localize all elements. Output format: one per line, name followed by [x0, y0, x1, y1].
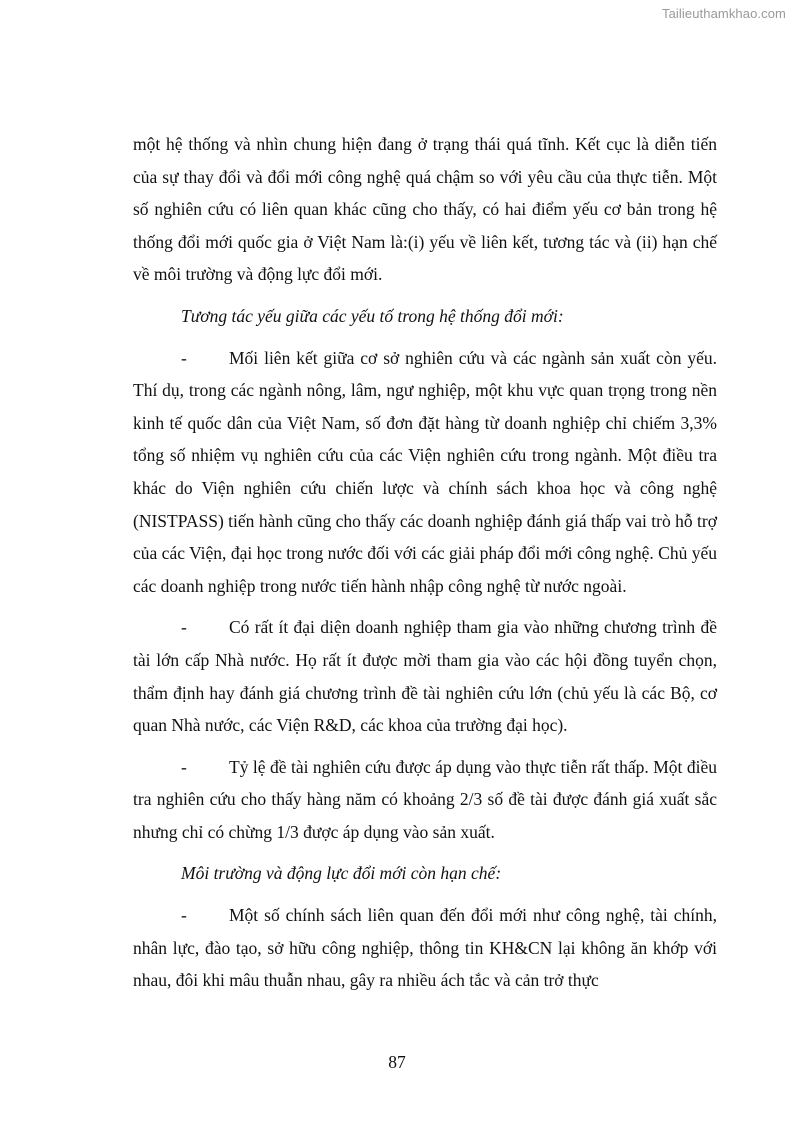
bullet-paragraph: [133, 611, 717, 741]
paragraph-intro: một hệ thống và nhìn chung hiện đang ở trạng thái quá tĩnh. Kết cục là diễn tiến của sự thay đổi và đổi mới công nghệ quá chậm so với yêu cầu của thực tiễn. Một số nghiên cứu có liên quan khác cũng cho thấy, có hai điểm yếu cơ bản trong hệ thống đổi mới quốc gia ở Việt Nam là:(i) yếu về liên kết, tương tác và (ii) hạn chế về môi trường và động lực đổi mới.: [133, 134, 717, 285]
bullet-dash: -: [181, 756, 187, 777]
page-number: 87: [388, 1052, 406, 1072]
bullet-dash: -: [181, 347, 187, 368]
document-body: [133, 128, 717, 1006]
bullet-dash: -: [181, 617, 187, 638]
bullet-paragraph: [133, 751, 717, 849]
watermark: Tailieuthamkhao.com: [661, 6, 786, 21]
bullet-text: Một số chính sách liên quan đến đổi mới như công nghệ, tài chính, nhân lực, đào tạo, sở hữu công nghiệp, thông tin KH&CN lại không ăn khớp với nhau, đôi khi mâu thuẫn nhau, gây ra nhiều ách tắc và cản trở thực: [133, 905, 717, 991]
bullet-paragraph: [133, 899, 717, 997]
section-heading-weak-interaction: Tương tác yếu giữa các yếu tố trong hệ thống đổi mới:: [181, 305, 564, 326]
bullet-text: Có rất ít đại diện doanh nghiệp tham gia vào những chương trình đề tài lớn cấp Nhà nước. Họ rất ít được mời tham gia vào các hội đồng tuyển chọn, thẩm định hay đánh giá chương trình đề tài nghiên cứu lớn (chủ yếu là các Bộ, cơ quan Nhà nước, các Viện R&D, các khoa của trường đại học).: [133, 617, 717, 736]
bullet-paragraph: [133, 342, 717, 603]
bullet-dash: -: [181, 905, 187, 926]
bullet-text: Mối liên kết giữa cơ sở nghiên cứu và các ngành sản xuất còn yếu. Thí dụ, trong các ngành nông, lâm, ngư nghiệp, một khu vực quan trọng trong nền kinh tế quốc dân của Việt Nam, số đơn đặt hàng từ doanh nghiệp chỉ chiếm 3,3% tổng số nhiệm vụ nghiên cứu của các Viện nghiên cứu trong ngành. Một điều tra khác do Viện nghiên cứu chiến lược và chính sách khoa học và công nghệ (NISTPASS) tiến hành cũng cho thấy các doanh nghiệp đánh giá thấp vai trò hỗ trợ của các Viện, đại học trong nước đối với các giải pháp đổi mới công nghệ. Chủ yếu các doanh nghiệp trong nước tiến hành nhập công nghệ từ nước ngoài.: [133, 347, 717, 596]
bullet-text: Tỷ lệ đề tài nghiên cứu được áp dụng vào thực tiễn rất thấp. Một điều tra nghiên cứu cho thấy hàng năm có khoảng 2/3 số đề tài được đánh giá xuất sắc nhưng chỉ có chừng 1/3 được áp dụng vào sản xuất.: [133, 756, 717, 842]
section-heading-environment: Môi trường và động lực đổi mới còn hạn chế:: [181, 863, 502, 884]
